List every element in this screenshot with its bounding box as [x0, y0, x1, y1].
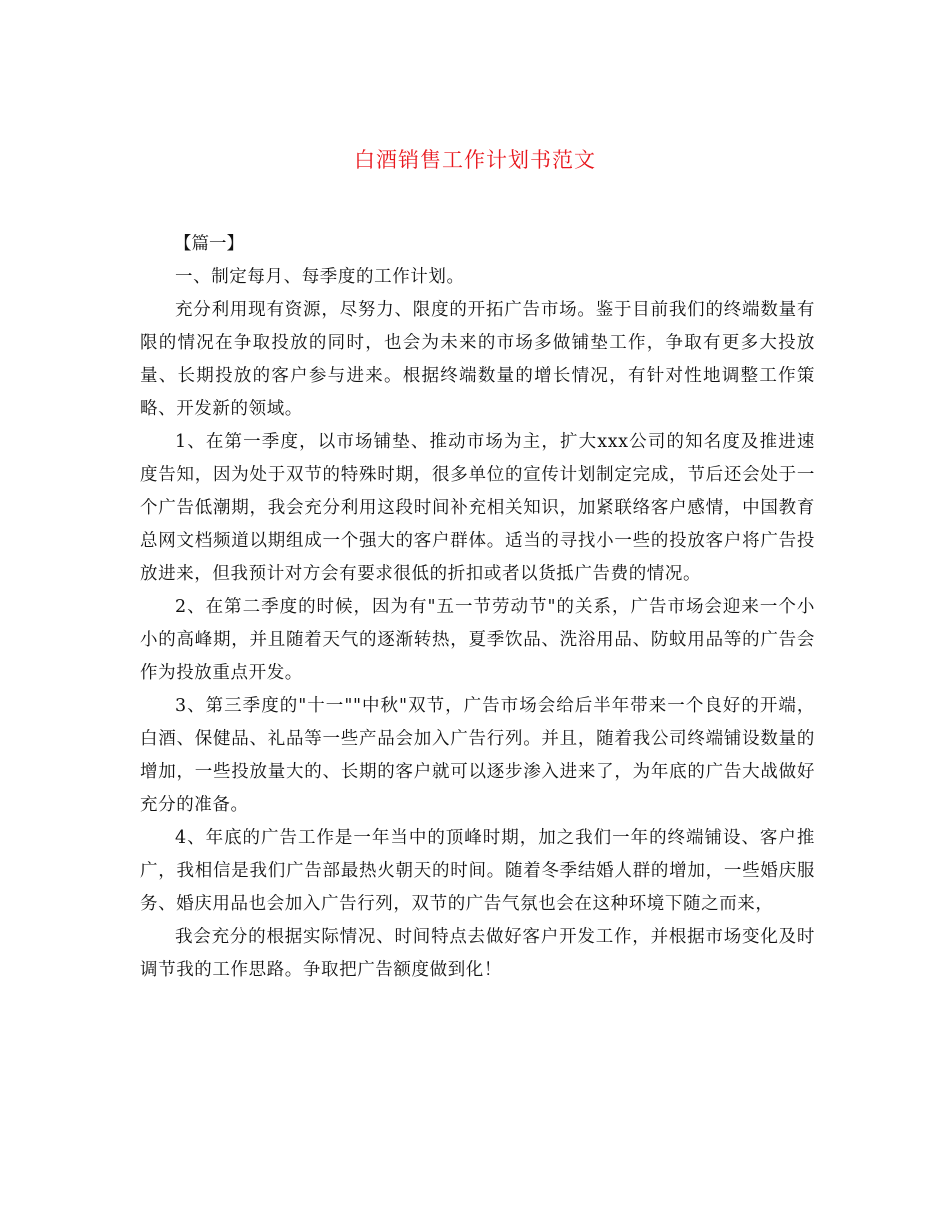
paragraph-conclusion: 我会充分的根据实际情况、时间特点去做好客户开发工作，并根据市场变化及时调节我的工作思路。争取把广告额度做到化！	[140, 927, 815, 980]
paragraph-plan-heading: 一、制定每月、每季度的工作计划。	[175, 267, 465, 287]
paragraph-second-quarter: 2、在第二季度的时候，因为有"五一节劳动节"的关系，广告市场会迎来一个小小的高峰期，并且随着天气的逐渐转热，夏季饮品、洗浴用品、防蚊用品等的广告会作为投放重点开发。	[140, 597, 815, 683]
paragraph-intro: 充分利用现有资源，尽努力、限度的开拓广告市场。鉴于目前我们的终端数量有限的情况在争取投放的同时，也会为未来的市场多做铺垫工作，争取有更多大投放量、长期投放的客户参与进来。根据终端数量的增长情况，有针对性地调整工作策略、开发新的领域。	[140, 300, 815, 419]
paragraph-third-quarter: 3、第三季度的"十一""中秋"双节，广告市场会给后半年带来一个良好的开端，白酒、保健品、礼品等一些产品会加入广告行列。并且，随着我公司终端铺设数量的增加，一些投放量大的、长期的客户就可以逐步渗入进来了，为年底的广告大战做好充分的准备。	[140, 696, 815, 815]
paragraph-year-end: 4、年底的广告工作是一年当中的顶峰时期，加之我们一年的终端铺设、客户推广，我相信是我们广告部最热火朝天的时间。随着冬季结婚人群的增加，一些婚庆服务、婚庆用品也会加入广告行列，双节的广告气氛也会在这种环境下随之而来，	[140, 828, 815, 914]
section-label: 【篇一】	[174, 234, 244, 254]
document-body	[140, 228, 815, 987]
paragraph-first-quarter: 1、在第一季度，以市场铺垫、推动市场为主，扩大xxx公司的知名度及推进速度告知，因为处于双节的特殊时期，很多单位的宣传计划制定完成，节后还会处于一个广告低潮期，我会充分利用这段时间补充相关知识，加紧联络客户感情，中国教育总网文档频道以期组成一个强大的客户群体。适当的寻找小一些的投放客户将广告投放进来，但我预计对方会有要求很低的折扣或者以货抵广告费的情况。	[140, 432, 815, 584]
document-title: 白酒销售工作计划书范文	[354, 148, 596, 172]
